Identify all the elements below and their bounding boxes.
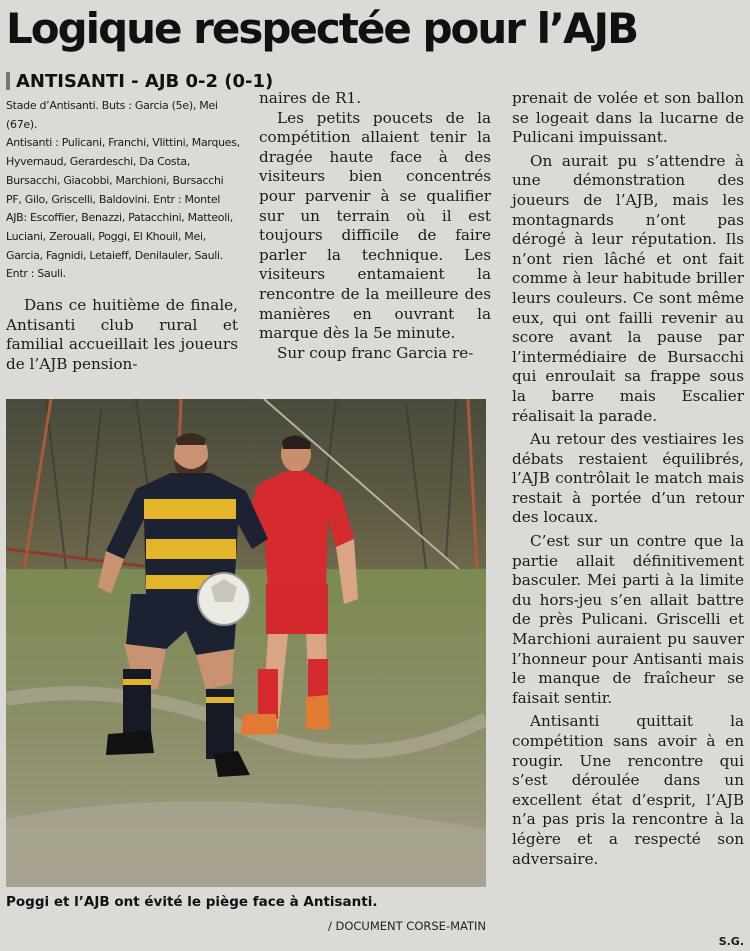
article-column-1 [6,296,238,374]
photo-caption: Poggi et l’AJB ont évité le piège face à Antisanti. [6,894,378,910]
paragraph: Dans ce huitième de finale, Antisanti club rural et familial accueillait les joueurs de l’AJB pension- [6,296,238,373]
match-result [6,70,274,94]
paragraph: Les petits poucets de la compétition allaient tenir la dragée haute face à des visiteurs bien concentrés pour parvenir à se qualifier sur un terrain où il est toujours difficile de faire parler la technique. Les visiteurs entamaient la rencontre de la meilleure des manières en ouvrant la marque dès la 5e minute. [259,108,491,343]
paragraph: Au retour des vestiaires les débats restaient équilibrés, l’AJB contrôlait le match mais restait à portée d’un retour des locaux. [512,430,744,527]
photo-credit: / DOCUMENT CORSE-MATIN [327,919,486,933]
paragraph: prenait de volée et son ballon se logeait dans la lucarne de Pulicani impuissant. [512,89,744,147]
facts-ajb-lineup: AJB: Escoffier, Benazzi, Patacchini, Matteoli, Luciani, Zerouali, Poggi, El Khouil, Mei, Garcia, Fagnidi, Letaieff, Denilauler, Sauli. Entr : Sauli. [6,211,233,281]
facts-stadium-goals: Stade d’Antisanti. Buts : Garcia (5e), Mei (67e). [6,99,218,131]
match-facts [6,97,242,284]
author-signature: S.G. [718,935,744,948]
paragraph: Sur coup franc Garcia re- [277,343,474,362]
background-trees [6,399,486,574]
paragraph: On aurait pu s’attendre à une démonstration des joueurs de l’AJB, mais les montagnards n’ont pas dérogé à leur réputation. Ils n’ont rien lâché et ont fait comme à leur habitude briller leurs couleurs. Ce sont même eux, qui ont failli revenir au score avant la pause par l’intermédiaire de Bursacchi qui enroulait sa frappe sous la barre mais Escalier réalisait la parade. [512,151,744,425]
paragraph: Antisanti quittait la compétition sans avoir à en rougir. Une rencontre qui s’est déroulée dans un excellent état d’esprit, l’AJB n’a pas pris la rencontre à la légère et a respecté son adversaire. [512,712,744,868]
article-column-2 [259,89,491,363]
result-marker [6,72,10,90]
paragraph: naires de R1. [259,89,362,107]
article-column-3 [512,89,744,869]
football [198,573,250,625]
match-photo [6,399,486,887]
facts-antisanti-lineup: Antisanti : Pulicani, Franchi, VIittini, Marques, Hyvernaud, Gerardeschi, Da Costa, Bursacchi, Giacobbi, Marchioni, Bursacchi PF, Gilo, Griscelli, Baldovini. Entr : Montel [6,136,240,206]
paragraph: C’est sur un contre que la partie allait définitivement basculer. Mei parti à la limite du hors-jeu s’en allait battre de près Pulicani. Griscelli et Marchioni auraient pu sauver l’honneur pour Antisanti mais le manque de fraîcheur se faisait sentir. [512,532,744,707]
football-players-illustration [6,399,486,887]
result-text: ANTISANTI - AJB 0-2 (0-1) [16,71,274,92]
headline: Logique respectée pour l’AJB [6,4,638,53]
